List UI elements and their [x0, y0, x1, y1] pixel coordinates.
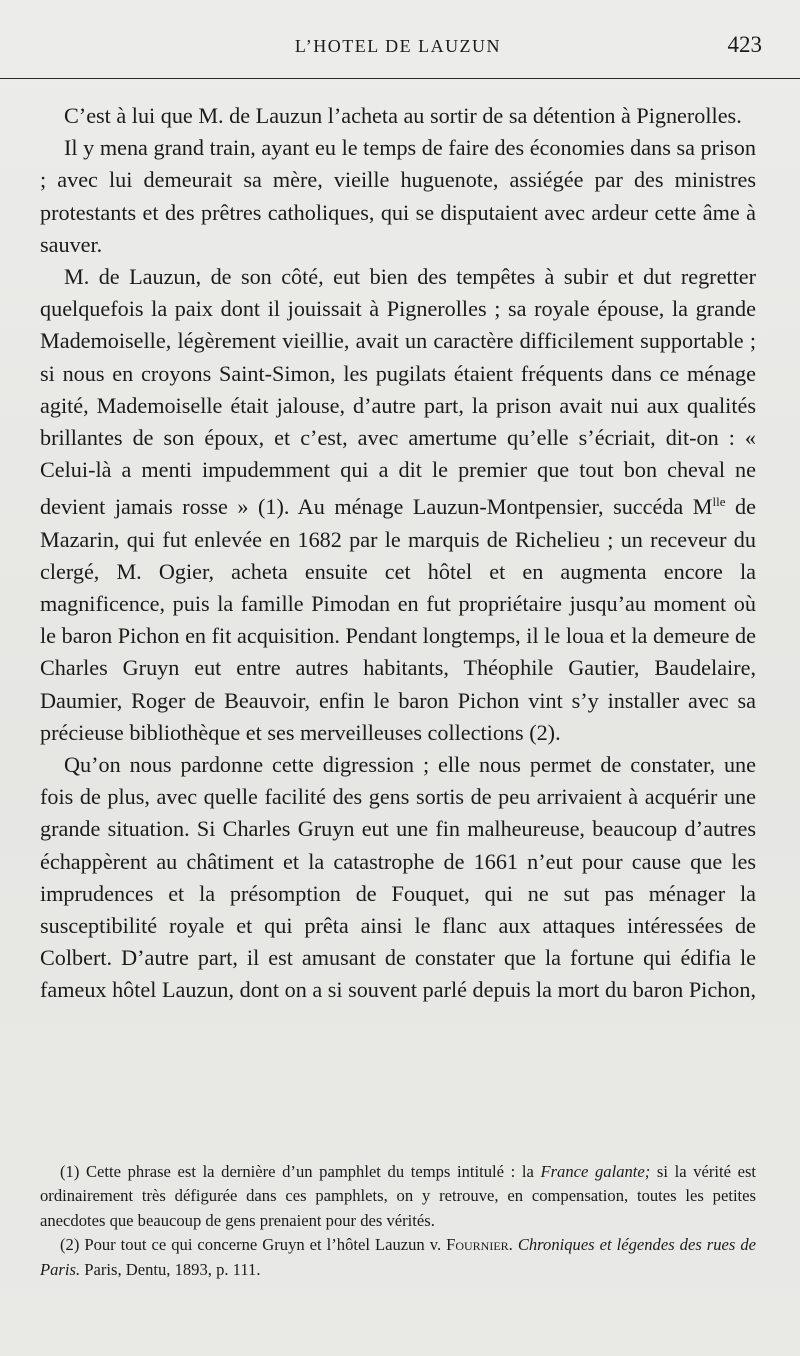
footnote-2-title: Chroniques et légendes des rues de Paris. [40, 1235, 757, 1279]
footnotes [40, 1160, 756, 1282]
footnote-2-rest: Paris, Dentu, 1893, p. 111. [80, 1259, 261, 1279]
footnote-1-text: (1) Cette phrase est la dernière d’un pamphlet du temps intitulé : la [60, 1162, 541, 1181]
paragraph-3 [40, 261, 756, 749]
superscript-lle: lle [712, 494, 726, 510]
footnote-2-author: Fournier [446, 1235, 509, 1255]
footnote-2 [40, 1233, 756, 1282]
running-title: L’HOTEL DE LAUZUN [294, 36, 502, 56]
paragraph-3-text-b: de Mazarin, qui fut enlevée en 1682 par le marquis de Richelieu ; un receveur du clergé, M. Ogier, acheta ensuite cet hôtel et en augmenta encore la magnificence, puis la famille Pimodan en fut propriétaire jusqu’au moment où le baron Pichon en fit acquisition. Pendant longtemps, il le loua et la demeure de Charles Gruyn eut entre autres habitants, Théophile Gautier, Baudelaire, Daumier, Roger de Beauvoir, enfin le baron Pichon vint s’y installer avec sa précieuse bibliothèque et ses merveilleuses collections (2). [40, 494, 756, 745]
paragraph-3-text-a: M. de Lauzun, de son côté, eut bien des tempêtes à subir et dut regretter quelquefois la paix dont il jouissait à Pignerolles ; sa royale épouse, la grande Mademoiselle, légèrement vieillie, avait un caractère difficilement supportable ; si nous en croyons Saint-Simon, les pugilats étaient fréquents dans ce ménage agité, Mademoiselle était jalouse, d’autre part, la prison avait nui aux qualités brillantes de son époux, et c’est, avec amertume qu’elle s’écriait, dit-on : « Celui-là a menti impudemment qui a dit le premier que tout bon cheval ne devient jamais rosse » (1). Au ménage Lauzun-Montpensier, succéda M [40, 264, 756, 520]
paragraph-4: Qu’on nous pardonne cette digression ; elle nous permet de constater, une fois de plus, avec quelle facilité des gens sortis de peu arrivaient à acquérir une grande situation. Si Charles Gruyn eut une fin malheureuse, beaucoup d’autres échappèrent au châtiment et la catastrophe de 1661 n’eut pour cause que les imprudences et la présomption de Fouquet, qui ne sut pas ménager la susceptibilité royale et qui prêta ainsi le flanc aux attaques intéressées de Colbert. D’autre part, il est amusant de constater que la fortune qui édifia le fameux hôtel Lauzun, dont on a si souvent parlé depuis la mort du baron Pichon, [40, 752, 757, 1003]
footnote-1-title: France galante; [540, 1162, 651, 1181]
main-text [40, 100, 756, 1007]
paragraph-1: C’est à lui que M. de Lauzun l’acheta au sortir de sa détention à Pignerolles. [64, 103, 742, 128]
page-header [40, 0, 762, 62]
footnote-1-rest: si la vérité est ordinairement très défigurée dans ces pamphlets, on y retrouve, en compensation, toutes les petites anecdotes que beaucoup de gens prenaient pour des vérités. [40, 1162, 757, 1230]
header-rule [0, 78, 800, 79]
page-number: 423 [727, 32, 762, 57]
paragraph-2: Il y mena grand train, ayant eu le temps de faire des économies dans sa prison ; avec lui demeurait sa mère, vieille huguenote, assiégée par des ministres protestants et des prêtres catholiques, qui se disputaient avec ardeur cette âme à sauver. [40, 135, 756, 257]
footnote-2-separator: . [508, 1235, 518, 1255]
footnote-2-text: (2) Pour tout ce qui concerne Gruyn et l’hôtel Lauzun v. [60, 1235, 447, 1255]
footnote-1 [40, 1160, 756, 1233]
